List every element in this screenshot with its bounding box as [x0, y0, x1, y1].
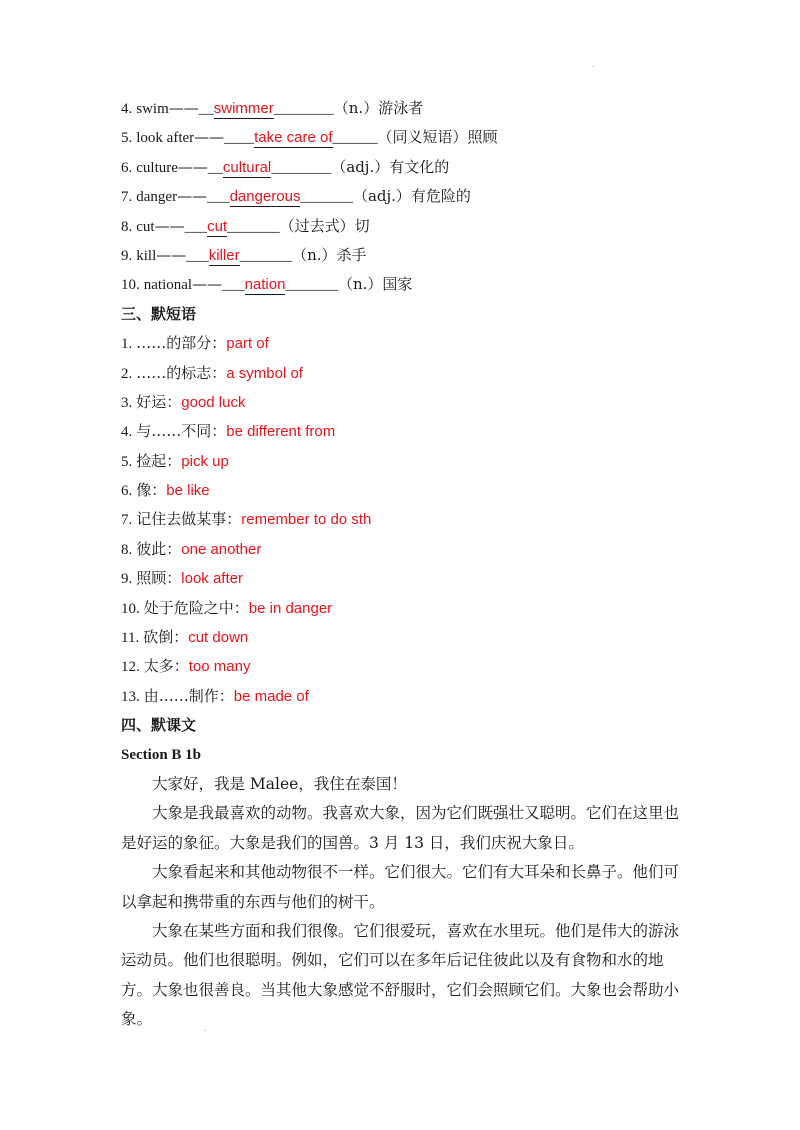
phrase-item: 11. 砍倒：cut down: [121, 628, 249, 647]
word-form-item: 4. swim——__swimmer________（n.）游泳者: [121, 99, 424, 117]
phrases-list: [121, 329, 691, 711]
phrase-item: 4. 与……不同：be different from: [121, 422, 336, 441]
phrase-answer: be in danger: [248, 599, 333, 617]
answer: swimmer: [213, 100, 274, 117]
phrase-answer: too many: [188, 658, 251, 676]
word-forms-list: [121, 94, 691, 300]
phrase-item: 6. 像：be like: [121, 481, 210, 500]
word-form-item: 7. danger——___dangerous_______（adj.）有危险的: [121, 187, 471, 206]
word-form-item: 8. cut——___cut_______（过去式）切: [121, 216, 370, 235]
phrase-answer: a symbol of: [226, 364, 303, 382]
phrase-item: 12. 太多：too many: [121, 657, 251, 676]
worksheet-content: [121, 94, 691, 1035]
paragraph: 大家好，我是 Malee，我住在泰国！: [152, 774, 407, 793]
word-form-item: 9. kill——___killer_______（n.）杀手: [121, 245, 367, 264]
phrase-answer: pick up: [181, 452, 229, 470]
section-title: Section B 1b: [121, 746, 202, 763]
answer: killer: [208, 246, 240, 264]
phrase-item: 2. ……的标志：a symbol of: [121, 363, 303, 382]
page-mark-bottom: .: [204, 1024, 207, 1033]
phrase-item: 7. 记住去做某事：remember to do sth: [121, 510, 372, 529]
phrase-item: 5. 捡起：pick up: [121, 451, 229, 470]
word-form-item: 10. national——___nation_______（n.）国家: [121, 275, 413, 294]
passage: [121, 770, 691, 1035]
phrase-answer: look after: [181, 570, 243, 588]
paragraph: 大象在某些方面和我们很像。它们很爱玩，喜欢在水里玩。他们是伟大的游泳运动员。他们也很聪明。例如，它们可以在多年后记住彼此以及有食物和水的地方。大象也很善良。当其他大象感觉不舒服时，它们会照顾它们。大象也会帮助小象。: [121, 922, 680, 1029]
phrase-item: 3. 好运：good luck: [121, 392, 246, 411]
word-form-item: 6. culture——__cultural________（adj.）有文化的: [121, 157, 450, 176]
answer: nation: [244, 276, 286, 294]
phrase-item: 8. 彼此：one another: [121, 539, 262, 558]
phrase-answer: one another: [181, 540, 262, 558]
phrase-answer: cut down: [188, 629, 249, 647]
phrases-heading: 三、默短语: [121, 304, 197, 323]
answer: take care of: [254, 129, 333, 147]
answer: cut: [207, 217, 228, 235]
phrase-item: 1. ……的部分：part of: [121, 334, 269, 353]
phrase-item: 13. 由……制作：be made of: [121, 686, 309, 705]
answer: dangerous: [229, 188, 301, 206]
phrase-answer: remember to do sth: [241, 511, 372, 529]
phrase-answer: be like: [166, 482, 210, 500]
paragraph: 大象看起来和其他动物很不一样。它们很大。它们有大耳朵和长鼻子。他们可以拿起和携带重的东西与他们的树干。: [121, 863, 680, 911]
paragraph: 大象是我最喜欢的动物。我喜欢大象，因为它们既强壮又聪明。它们在这里也是好运的象征。大象是我们的国兽。3 月 13 日，我们庆祝大象日。: [121, 804, 680, 852]
phrase-answer: part of: [226, 335, 269, 353]
phrase-item: 9. 照顾：look after: [121, 569, 243, 588]
phrase-answer: be different from: [226, 423, 336, 441]
word-form-item: 5. look after——____take care of______（同义短语）照顾: [121, 128, 498, 147]
phrase-item: 10. 处于危险之中：be in danger: [121, 598, 333, 617]
phrase-answer: be made of: [233, 687, 309, 705]
text-heading: 四、默课文: [121, 716, 197, 735]
phrase-answer: good luck: [181, 393, 246, 411]
page-mark-top: .: [592, 60, 595, 69]
answer: cultural: [222, 158, 272, 176]
